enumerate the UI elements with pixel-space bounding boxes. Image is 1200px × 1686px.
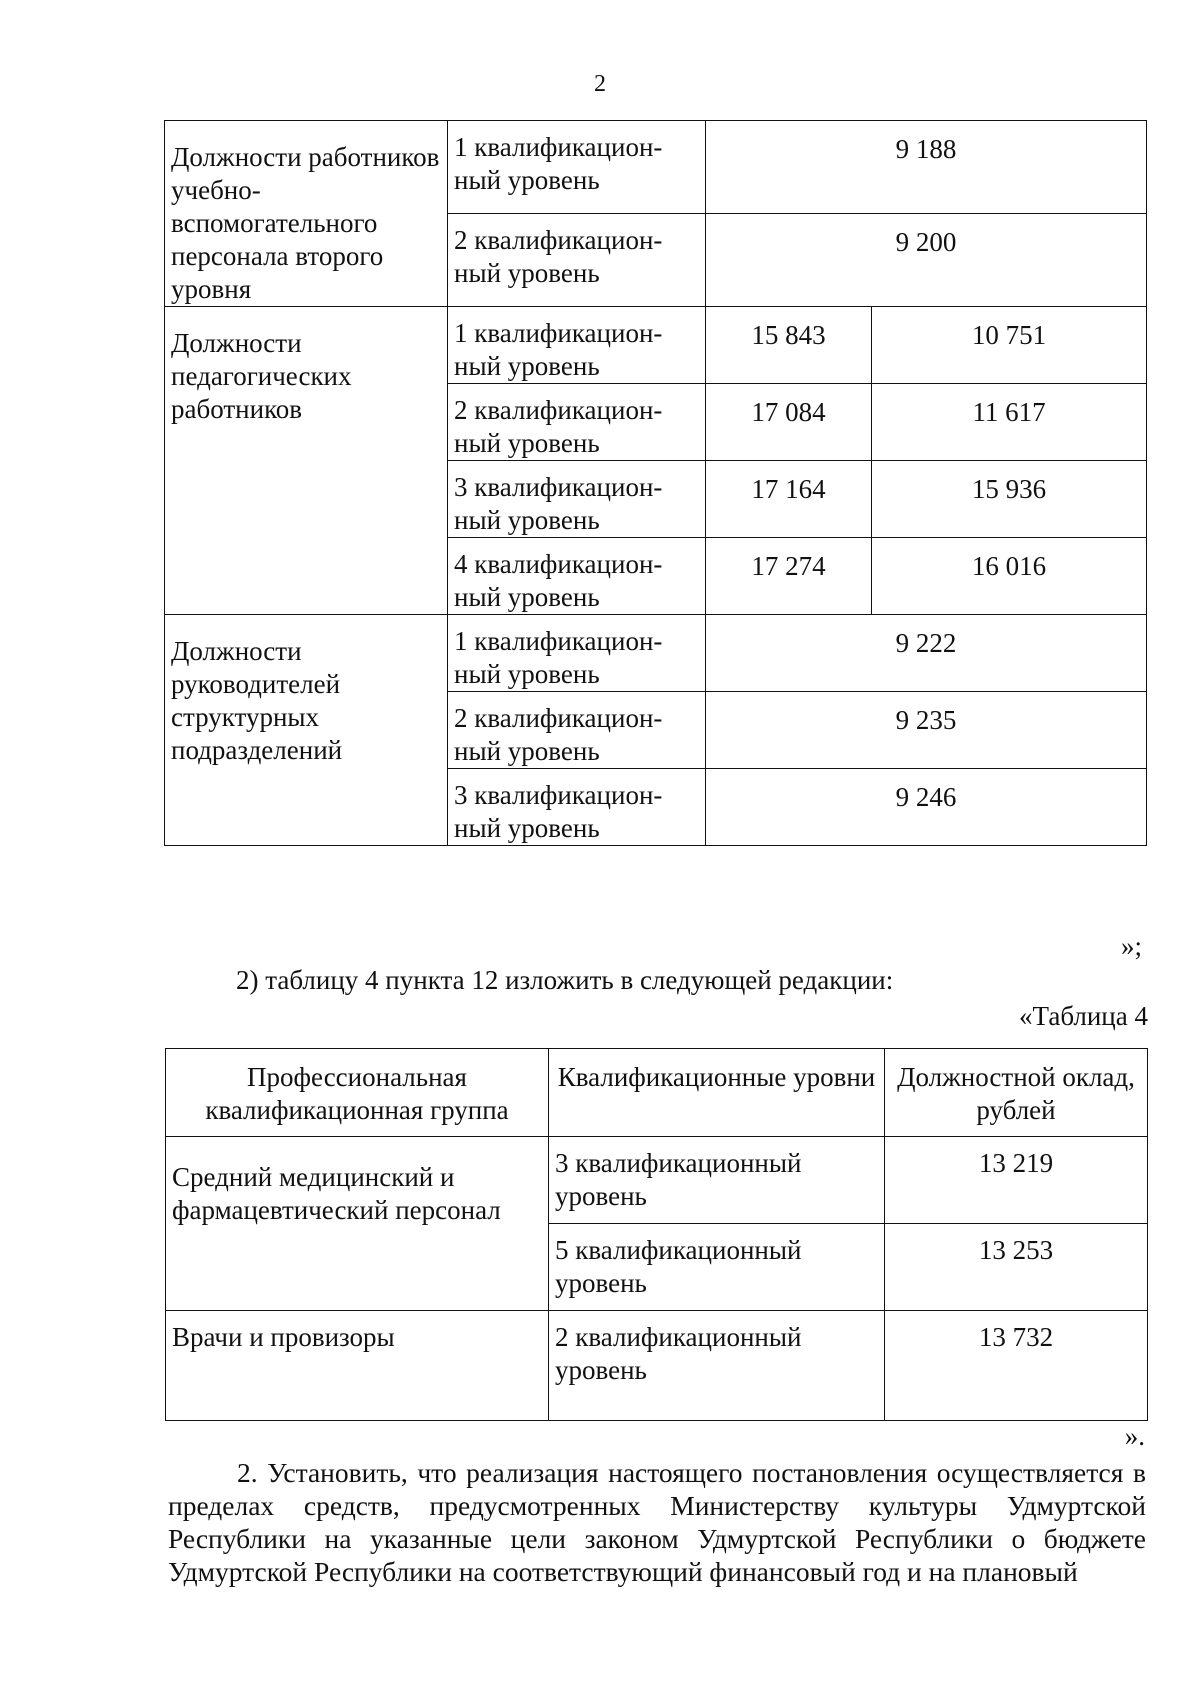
salary-table-continued bbox=[164, 120, 1147, 846]
level-cell: 4 квалификацион-ный уровень bbox=[448, 537, 706, 614]
level-cell: 3 квалификацион-ный уровень bbox=[448, 768, 706, 845]
salary-cell: 9 188 bbox=[706, 121, 1147, 214]
salary-cell: 9 222 bbox=[706, 614, 1147, 691]
level-cell: 3 квалификацион-ный уровень bbox=[448, 460, 706, 537]
instruction-text: 2) таблицу 4 пункта 12 изложить в следующей редакции: bbox=[236, 965, 894, 995]
table-row bbox=[165, 306, 1147, 383]
salary-cell-b: 10 751 bbox=[872, 306, 1147, 383]
closing-quote: ». bbox=[1124, 1421, 1145, 1451]
table-row bbox=[165, 121, 1147, 214]
salary-cell: 9 200 bbox=[706, 213, 1147, 306]
table-header-row bbox=[166, 1049, 1148, 1137]
group-name-cell: Средний медицинский и фармацевтический персонал bbox=[166, 1137, 549, 1311]
salary-cell: 13 219 bbox=[885, 1137, 1148, 1224]
level-cell: 2 квалификацион-ный уровень bbox=[448, 383, 706, 460]
group-name-cell: Врачи и провизоры bbox=[166, 1311, 549, 1421]
level-cell: 1 квалификацион-ный уровень bbox=[448, 306, 706, 383]
salary-cell-b: 16 016 bbox=[872, 537, 1147, 614]
level-cell: 2 квалификационный уровень bbox=[549, 1311, 885, 1421]
level-cell: 3 квалификационный уровень bbox=[549, 1137, 885, 1224]
level-cell: 5 квалификационный уровень bbox=[549, 1224, 885, 1311]
group-name-cell: Должности руководителей структурных подразделений bbox=[165, 614, 448, 845]
salary-cell-a: 17 274 bbox=[706, 537, 872, 614]
page-number: 2 bbox=[594, 71, 606, 97]
salary-cell: 9 235 bbox=[706, 691, 1147, 768]
group-name-cell: Должности педагогических работников bbox=[165, 306, 448, 614]
level-cell: 2 квалификацион-ный уровень bbox=[448, 691, 706, 768]
table-row bbox=[165, 614, 1147, 691]
level-cell: 1 квалификацион-ный уровень bbox=[448, 121, 706, 214]
salary-cell-a: 17 084 bbox=[706, 383, 872, 460]
salary-cell: 13 732 bbox=[885, 1311, 1148, 1421]
table-row bbox=[166, 1311, 1148, 1421]
salary-cell: 9 246 bbox=[706, 768, 1147, 845]
salary-cell: 13 253 bbox=[885, 1224, 1148, 1311]
salary-cell-a: 15 843 bbox=[706, 306, 872, 383]
closing-quote: »; bbox=[1120, 931, 1142, 961]
group-name-cell: Должности работников учебно-вспомогательного персонала второго уровня bbox=[165, 121, 448, 307]
table-caption: «Таблица 4 bbox=[1019, 1001, 1148, 1031]
column-header-group: Профессиональная квалификационная группа bbox=[166, 1049, 549, 1137]
salary-cell-b: 11 617 bbox=[872, 383, 1147, 460]
salary-cell-a: 17 164 bbox=[706, 460, 872, 537]
table-row bbox=[166, 1137, 1148, 1224]
level-cell: 2 квалификацион-ный уровень bbox=[448, 213, 706, 306]
column-header-salary: Должностной оклад, рублей bbox=[885, 1049, 1148, 1137]
body-paragraph: 2. Установить, что реализация настоящего постановления осуществляется в пределах средств, предусмотренных Министерству культуры Удмуртской Республики на указанные цели законом Удмуртской Республики о бюджете Удмуртской Республики на соответствующий финансовый год и на плановый bbox=[168, 1457, 1146, 1587]
column-header-levels: Квалификационные уровни bbox=[549, 1049, 885, 1137]
salary-table-4 bbox=[165, 1048, 1148, 1421]
salary-cell-b: 15 936 bbox=[872, 460, 1147, 537]
level-cell: 1 квалификацион-ный уровень bbox=[448, 614, 706, 691]
